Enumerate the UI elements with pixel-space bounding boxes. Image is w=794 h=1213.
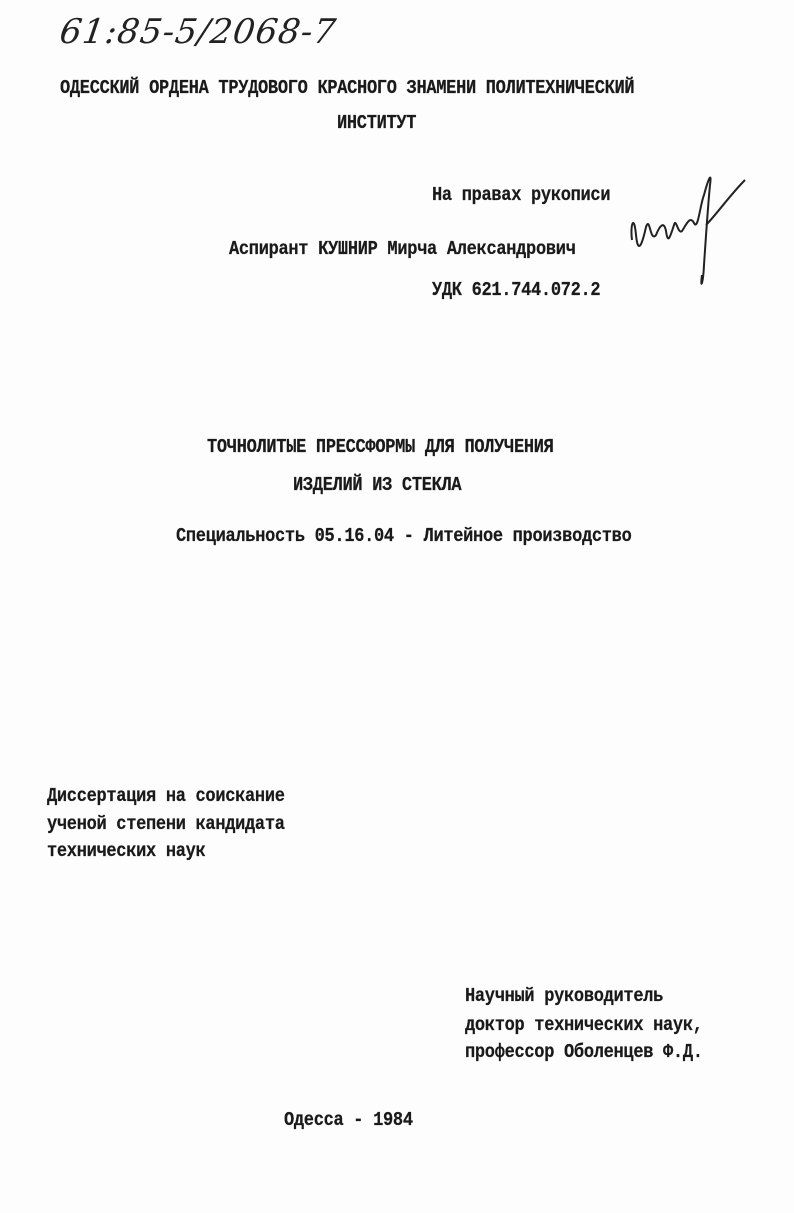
supervisor-line-1: Научный руководитель (465, 986, 664, 1008)
institution-line-2: ИНСТИТУТ (337, 113, 417, 135)
institution-line-1: ОДЕССКИЙ ОРДЕНА ТРУДОВОГО КРАСНОГО ЗНАМЕНИ ПОЛИТЕХНИЧЕСКИЙ (60, 78, 635, 100)
udc-code: УДК 621.744.072.2 (432, 280, 601, 302)
author-line: Аспирант КУШНИР Мирча Александрович (229, 239, 576, 261)
rights-notice: На правах рукописи (432, 185, 611, 207)
specialty-line: Специальность 05.16.04 - Литейное производство (176, 526, 632, 548)
supervisor-line-2: доктор технических наук, (465, 1015, 703, 1037)
degree-line-3: технических наук (47, 841, 206, 863)
title-line-2: ИЗДЕЛИЙ ИЗ СТЕКЛА (293, 475, 462, 497)
degree-line-1: Диссертация на соискание (47, 786, 285, 808)
title-line-1: ТОЧНОЛИТЫЕ ПРЕССФОРМЫ ДЛЯ ПОЛУЧЕНИЯ (207, 437, 554, 459)
handwritten-archive-number: 61:85-5/2068-7 (57, 12, 340, 52)
city-year: Одесса - 1984 (284, 1110, 413, 1132)
author-signature (620, 165, 750, 295)
supervisor-line-3: профессор Оболенцев Ф.Д. (465, 1042, 703, 1064)
degree-line-2: ученой степени кандидата (47, 814, 285, 836)
